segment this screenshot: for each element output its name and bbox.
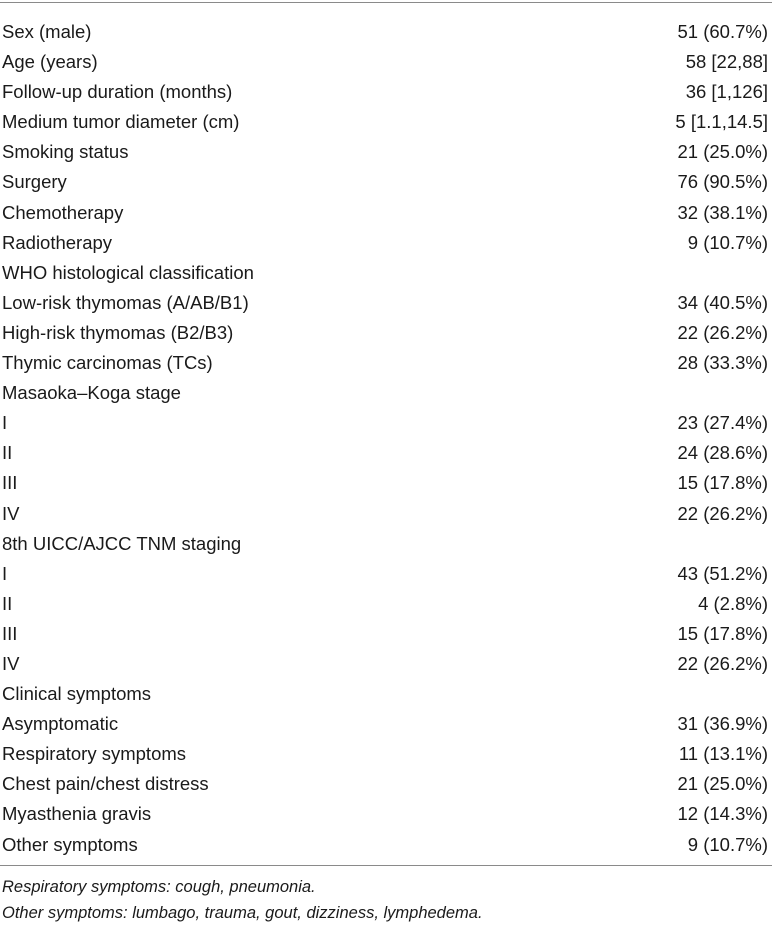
table-row [0, 318, 772, 348]
row-value: 4 (2.8%) [698, 592, 768, 614]
row-label: Medium tumor diameter (cm) [2, 111, 240, 133]
row-value: 11 (13.1%) [678, 743, 768, 765]
row-label: II [2, 592, 13, 614]
table-row [0, 438, 772, 468]
table-row [0, 499, 772, 529]
table-row [0, 559, 772, 589]
table-row [0, 619, 772, 649]
row-value: 21 (25.0%) [677, 773, 768, 795]
table-row [0, 709, 772, 739]
row-label: Thymic carcinomas (TCs) [2, 352, 213, 374]
table-row [0, 228, 772, 258]
row-value: 22 (26.2%) [677, 321, 768, 343]
row-value: 21 (25.0%) [677, 141, 768, 163]
row-label: Myasthenia gravis [2, 803, 152, 825]
row-label: High-risk thymomas (B2/B3) [2, 321, 234, 343]
table-row [0, 17, 772, 47]
row-label: Smoking status [2, 141, 129, 163]
row-value: 58 [22,88] [685, 51, 768, 73]
row-value: 12 (14.3%) [677, 803, 768, 825]
table-row [0, 830, 772, 860]
row-value: 34 (40.5%) [677, 291, 768, 313]
row-value: 76 (90.5%) [677, 171, 768, 193]
table-row [0, 679, 772, 709]
row-label: Respiratory symptoms [2, 743, 187, 765]
table-row [0, 468, 772, 498]
row-label: II [2, 442, 13, 464]
row-label: I [2, 562, 8, 584]
row-label: Low-risk thymomas (A/AB/B1) [2, 291, 249, 313]
table-row [0, 107, 772, 137]
table-row [0, 649, 772, 679]
table-body [0, 17, 772, 860]
table-row [0, 137, 772, 167]
table-row [0, 258, 772, 288]
row-label: IV [2, 502, 20, 524]
table-row [0, 589, 772, 619]
table-footnotes [2, 874, 770, 926]
row-value: 32 (38.1%) [677, 201, 768, 223]
row-value: 22 (26.2%) [677, 502, 768, 524]
row-value: 15 (17.8%) [677, 472, 768, 494]
row-value: 31 (36.9%) [677, 713, 768, 735]
table-row [0, 77, 772, 107]
table-row [0, 288, 772, 318]
row-label: Masaoka–Koga stage [2, 382, 181, 404]
row-label: Chest pain/chest distress [2, 773, 209, 795]
footnote-other: Other symptoms: lumbago, trauma, gout, dizziness, lymphedema. [2, 904, 483, 922]
table-row [0, 799, 772, 829]
table-row [0, 739, 772, 769]
row-value: 23 (27.4%) [677, 412, 768, 434]
row-label: Age (years) [2, 51, 98, 73]
row-label: 8th UICC/AJCC TNM staging [2, 532, 242, 554]
table-row [0, 408, 772, 438]
row-value: 5 [1.1,14.5] [675, 111, 768, 133]
row-value: 36 [1,126] [685, 81, 768, 103]
row-label: Surgery [2, 171, 67, 193]
row-label: Other symptoms [2, 833, 138, 855]
row-label: Radiotherapy [2, 231, 113, 253]
row-label: WHO histological classification [2, 261, 254, 283]
table-bottom-rule [0, 865, 772, 866]
table-row [0, 529, 772, 559]
row-label: I [2, 412, 8, 434]
table-row [0, 348, 772, 378]
row-value: 15 (17.8%) [677, 622, 768, 644]
row-value: 43 (51.2%) [677, 562, 768, 584]
row-value: 28 (33.3%) [677, 352, 768, 374]
table-row [0, 167, 772, 197]
row-label: Follow-up duration (months) [2, 81, 233, 103]
row-value: 51 (60.7%) [677, 21, 768, 42]
row-value: 9 (10.7%) [687, 833, 768, 855]
table-row [0, 378, 772, 408]
table-row [0, 47, 772, 77]
row-label: Clinical symptoms [2, 683, 152, 705]
row-label: IV [2, 652, 20, 674]
row-label: Sex (male) [2, 21, 92, 42]
row-value: 22 (26.2%) [677, 652, 768, 674]
table-top-rule [0, 2, 772, 3]
row-label: III [2, 622, 18, 644]
table-row [0, 769, 772, 799]
row-label: III [2, 472, 18, 494]
table-row [0, 198, 772, 228]
row-label: Chemotherapy [2, 201, 124, 223]
row-label: Asymptomatic [2, 713, 119, 735]
footnote-respiratory: Respiratory symptoms: cough, pneumonia. [2, 878, 316, 896]
row-value: 9 (10.7%) [687, 231, 768, 253]
row-value: 24 (28.6%) [677, 442, 768, 464]
